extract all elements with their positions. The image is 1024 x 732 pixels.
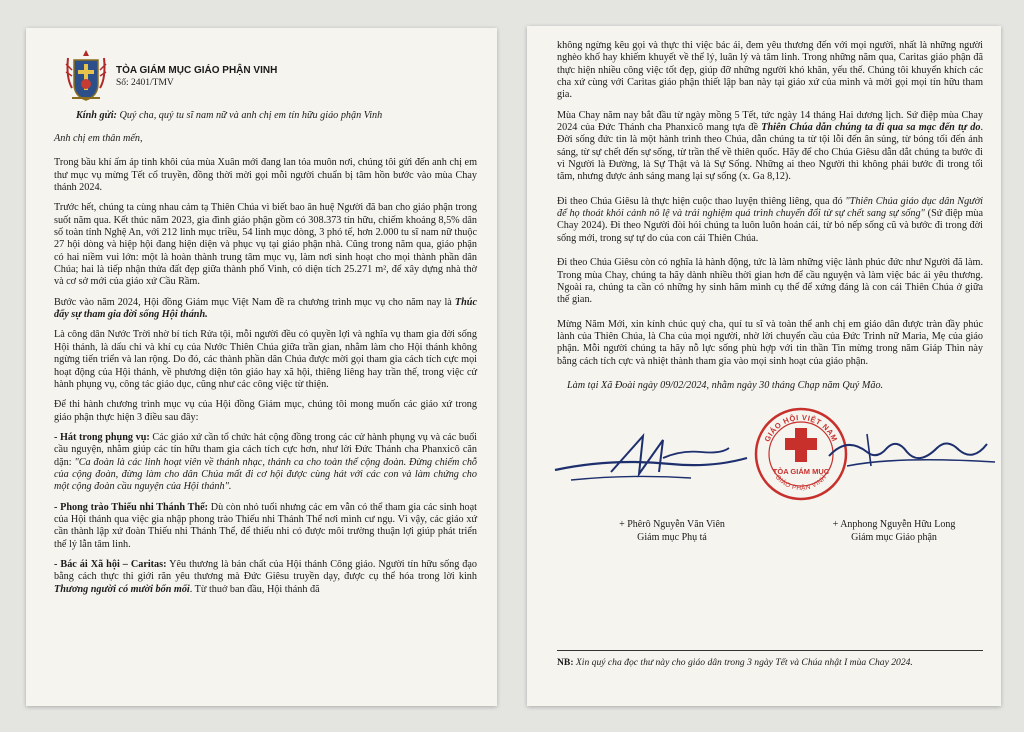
signer-name: + Anphong Nguyễn Hữu Long bbox=[832, 519, 956, 531]
seal-middle-text: TÒA GIÁM MỤC bbox=[772, 467, 830, 477]
paragraph-participation: Là công dân Nước Trời nhờ bí tích Rửa tội, mỗi người đều có quyền lợi và nghĩa vụ tham gia đời sống Hội thánh, là dấu chỉ và khí cụ của Nước Thiên Chúa giữa trần gian, nhằm làm cho Hội thánh không ngừng tiến triển và lan rộng. Do đó, các thành phần dân Chúa được mời gọi tham gia cách tích cực mọi hoạt động của Hội thánh, về phương diện tôn giáo hay xã hội, thiêng liêng hay trần thế, trong việc cử hành phụng vụ, công tác giáo dục, cũng như các công việc từ thiện. bbox=[54, 329, 477, 390]
signature-diocesan-bishop bbox=[827, 426, 997, 478]
signer-auxiliary-bishop bbox=[597, 518, 747, 544]
diocese-name: TÒA GIÁM MỤC GIÁO PHẬN VINH bbox=[116, 64, 278, 76]
letter-page-1 bbox=[26, 28, 497, 706]
signer-title: Giám mục Giáo phận bbox=[851, 532, 937, 544]
paragraph-program: Bước vào năm 2024, Hội đồng Giám mục Việt Nam đề ra chương trình mục vụ cho năm nay là Thúc đẩy sự tham gia đời sống Hội thánh. bbox=[54, 296, 477, 321]
footnote-text: Xin quý cha đọc thư này cho giáo dân trong 3 ngày Tết và Chúa nhật I mùa Chay 2024. bbox=[573, 657, 913, 668]
salutation: Kính gửi: Quý cha, quý tu sĩ nam nữ và anh chị em tín hữu giáo phận Vinh bbox=[76, 110, 383, 121]
signer-title: Giám mục Phụ tá bbox=[637, 532, 707, 544]
paragraph-three-points: Để thi hành chương trình mục vụ của Hội đồng Giám mục, chúng tôi mong muốn các giáo xứ trong giáo phận thực hiện 3 điều sau đây: bbox=[54, 399, 477, 423]
signature-auxiliary-bishop bbox=[551, 428, 751, 488]
signer-name: + Phêrô Nguyễn Văn Viên bbox=[619, 519, 725, 531]
paragraph-new-year-wishes: Mừng Năm Mới, xin kính chúc quý cha, quí tu sĩ và toàn thể anh chị em giáo dân được tràn đầy phúc lành của Thiên Chúa, là Cha của mọi người, nhờ lời chuyển cầu của Đức Trinh nữ Maria, Mẹ của giáo phận. Mỗi người chúng ta hãy nỗ lực sống phù hợp với tin thần Tin mừng trong năm Giáp Thìn này bằng cách tích cực và nhiệt thành tham gia vào mọi sinh hoạt của giáo phận. bbox=[557, 318, 983, 367]
paragraph-action: Đi theo Chúa Giêsu còn có nghĩa là hành động, tức là làm những việc lành phúc đức như Người đã làm. Trong mùa Chay, chúng ta hãy dành nhiều thời gian hơn để cầu nguyện và làm việc bác ái yêu thương. Ngoài ra, chúng ta cần có những hy sinh hãm mình cụ thể để xứng đáng là con cái Thiên Chúa ở giữa thế gian. bbox=[557, 257, 983, 306]
seal-top-text: GIÁO HỘI VIỆT NAM bbox=[762, 413, 840, 444]
paragraph-intro: Trong bầu khí ấm áp tinh khôi của mùa Xuân mới đang lan tỏa muôn nơi, chúng tôi gửi đến anh chị em thư mục vụ mừng Tết cổ truyền, đồng thời mời gọi mỗi người chuẩn bị tâm hồn bước vào mùa Chay thánh 2024. bbox=[54, 157, 477, 194]
letter-page-2 bbox=[527, 26, 1001, 706]
greeting: Anh chị em thân mến, bbox=[54, 133, 143, 144]
reference-number: Số: 2401/TMV bbox=[116, 77, 174, 88]
point-eucharistic-youth: - Phong trào Thiếu nhi Thánh Thể: Dù còn nhỏ tuổi nhưng các em vẫn có thể tham gia các sinh hoạt của Hội thánh qua việc gia nhập phong trào Thiếu nhi Thánh Thể nơi mình cư ngụ. Vì vậy, các giáo xứ cần thành lập xứ đoàn Thiếu nhi Thánh Thể, để thiếu nhi có được môi trường thuận lợi giúp phát triển thể lý lẫn tâm linh. bbox=[54, 501, 477, 550]
coat-of-arms-icon bbox=[62, 48, 110, 104]
signature-block bbox=[557, 398, 983, 548]
svg-text:GIÁO PHẬN VINH bbox=[774, 474, 828, 492]
letterhead bbox=[54, 48, 477, 104]
point-caritas: - Bác ái Xã hội – Caritas: Yêu thương là bản chất của Hội thánh Công giáo. Người tín hữu sống đạo bằng cách thực thi giới răn yêu thương mà Đức Giêsu truyền dạy, được cụ thể hóa trong lời kinh Thương người có mười bốn mối. Từ thuở ban đầu, Hội thánh đã bbox=[54, 558, 477, 595]
paragraph-lent: Mùa Chay năm nay bắt đầu từ ngày mồng 5 Tết, tức ngày 14 tháng Hai dương lịch. Sứ điệp mùa Chay 2024 của Đức Thánh cha Phanxicô mang tựa đề Thiên Chúa dẫn chúng ta đi qua sa mạc đến tự do. Đời sống đức tin là một hành trình theo Chúa, dẫn chúng ta từ tội lỗi đến ân sủng, từ bóng tối đến ánh sáng, từ sự chết đến sự sống, từ trần thế về thiên quốc. Hãy để cho Chúa Giêsu dẫn dắt chúng ta bước đi vì Người là Đường, là Sự Thật và là Sự Sống. Những ai theo Người thì không phải bước đi trong tối tăm, nhưng được ánh sáng mang lại sự sống (x. Ga 8,12). bbox=[557, 109, 983, 183]
paragraph-statistics: Trước hết, chúng ta cùng nhau cảm tạ Thiên Chúa vì biết bao ân huệ Người đã ban cho giáo phận trong suốt năm qua. Kết thúc năm 2023, gia đình giáo phận gồm có 308.373 tín hữu, chiếm khoảng 8,5% dân số toàn tỉnh Nghệ An, với 212 linh mục triều, 54 linh mục dòng, 3 phó tế, hơn 2.000 tu sĩ nam nữ thuộc 27 hội dòng và hiệp hội đang hiện diện và phục vụ tại giáo phận nhà. Cũng trong năm qua, giáo phận có hai niềm vui lớn: một là hoàn thành trung tâm mục vụ, làm nơi sinh hoạt cho mọi thành phần dân Chúa; hai là tiếp nhận thửa đất đẹp giữa thành phố Vinh, có diện tích 25.271 m², để xây dựng nhà thờ và cơ sở mới của giáo xứ Cầu Rầm. bbox=[54, 202, 477, 288]
seal-bottom-text: GIÁO PHẬN VINH bbox=[773, 474, 829, 493]
point-liturgical-singing: - Hát trong phụng vụ: Các giáo xứ cần tổ chức hát cộng đồng trong các cử hành phụng vụ và các buổi cầu nguyện, nhằm giúp các tín hữu tham gia cách tích cực hơn, như lời Đức Thánh cha Phanxicô căn dặn: "Ca đoàn là các linh hoạt viên về thánh nhạc, thánh ca cho toàn thể cộng đoàn. Đừng chiếm chỗ của cộng đoàn, đừng làm cho dân Chúa mất đi cơ hội được cùng hát với các con và làm chứng cho một cộng đoàn cầu nguyện của Hội thánh". bbox=[54, 431, 478, 493]
footnote-label: NB: bbox=[557, 657, 574, 668]
footnote bbox=[557, 650, 983, 668]
paragraph-caritas-cont: không ngừng kêu gọi và thực thi việc bác ái, đem yêu thương đến với mọi người, nhất là những người nghèo khổ hay khiếm khuyết về thể lý, luân lý và tâm linh. Trong những năm qua, Caritas giáo phận đã thực hiện nhiều công việc tốt đẹp, giúp đỡ những người khó khăn, yếu thế. Chúng tôi khuyến khích các cha xứ cùng với Caritas giáo phận thiết lập ban này tại giáo xứ của mình và mời gọi mọi tín hữu tham gia. bbox=[557, 40, 983, 101]
signer-diocesan-bishop bbox=[809, 518, 979, 544]
dateline: Làm tại Xã Đoài ngày 09/02/2024, nhằm ngày 30 tháng Chạp năm Quý Mão. bbox=[567, 379, 884, 391]
paragraph-spiritual-exercise: Đi theo Chúa Giêsu là thực hiện cuộc thao luyện thiêng liêng, qua đó "Thiên Chúa giáo dục dân Người để họ thoát khỏi cảnh nô lệ và trải nghiệm quá trình chuyển đổi từ sự chết sang sự sống" (Sứ điệp mùa Chay 2024). Đi theo Người đòi hỏi chúng ta luôn luôn hoán cải, từ bỏ nếp sống cũ và bước đi trong đời sống mới, trong sự tự do của con cái Thiên Chúa. bbox=[557, 195, 983, 244]
